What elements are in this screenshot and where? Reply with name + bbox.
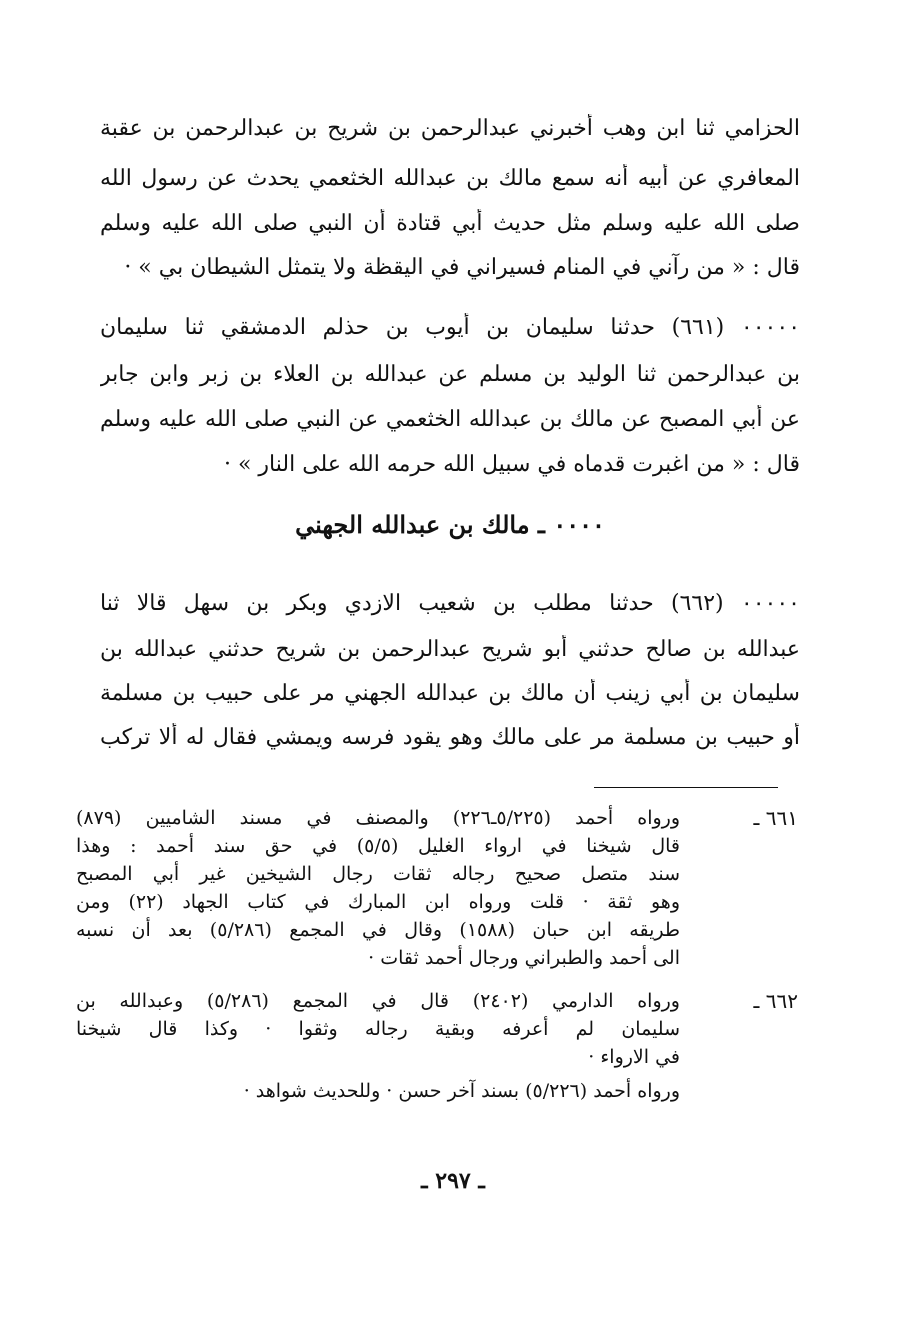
body-line: الحزامي ثنا ابن وهب أخبرني عبدالرحمن بن شريح بن عبدالرحمن بن عقبة bbox=[100, 116, 800, 141]
footnote-line: في الارواء · bbox=[588, 1046, 680, 1068]
footnote-line: سليمان لم أعرفه وبقية رجاله وثقوا · وكذا قال شيخنا bbox=[76, 1018, 680, 1040]
section-heading: ٠٠٠٠ ـ مالك بن عبدالله الجهني bbox=[295, 510, 605, 539]
footnote-line: سند متصل صحيح رجاله ثقات رجال الشيخين غير أبي المصبح bbox=[76, 863, 680, 885]
body-line: قال : « من رآني في المنام فسيراني في اليقظة ولا يتمثل الشيطان بي » · bbox=[124, 255, 800, 280]
body-line: أو حبيب بن مسلمة مر على مالك وهو يقود فرسه ويمشي فقال له ألا تركب bbox=[100, 725, 800, 750]
footnote-divider bbox=[594, 787, 778, 788]
body-line: المعافري عن أبيه أنه سمع مالك بن عبدالله الخثعمي يحدث عن رسول الله bbox=[100, 166, 800, 191]
footnote-line: ورواه الدارمي (٢٤٠٢) قال في المجمع (٥/٢٨٦) وعبدالله بن bbox=[76, 990, 680, 1012]
body-line: قال : « من اغبرت قدماه في سبيل الله حرمه الله على النار » · bbox=[223, 452, 800, 477]
footnote-line: طريقه ابن حبان (١٥٨٨) وقال في المجمع (٥/٢٨٦) بعد أن نسبه bbox=[76, 919, 680, 941]
body-line: سليمان بن أبي زينب أن مالك بن عبدالله الجهني مر على حبيب بن مسلمة bbox=[100, 681, 800, 706]
footnote-line: ورواه أحمد (٥/٢٢٦) بسند آخر حسن · وللحديث شواهد · bbox=[243, 1080, 680, 1102]
page-number: ـ ٢٩٧ ـ bbox=[421, 1168, 485, 1194]
footnote-number: ٦٦٢ ـ bbox=[753, 989, 798, 1013]
footnote-number: ٦٦١ ـ bbox=[753, 806, 798, 830]
body-line: عبدالله بن صالح حدثني أبو شريح عبدالرحمن بن شريح حدثني عبدالله بن bbox=[100, 637, 800, 662]
footnote-line: ورواه أحمد (٥/٢٢٥ـ٢٢٦) والمصنف في مسند الشاميين (٨٧٩) bbox=[76, 807, 680, 829]
footnote-line: وهو ثقة · قلت ورواه ابن المبارك في كتاب الجهاد (٢٢) ومن bbox=[76, 891, 680, 913]
footnote-line: الى أحمد والطبراني ورجال أحمد ثقات · bbox=[368, 947, 680, 969]
body-line: صلى الله عليه وسلم مثل حديث أبي قتادة أن النبي صلى الله عليه وسلم bbox=[100, 211, 800, 236]
body-line: بن عبدالرحمن ثنا الوليد بن مسلم عن عبدالله بن العلاء بن زبر وابن جابر bbox=[100, 362, 800, 387]
hadith-662-line: ٠٠٠٠٠ (٦٦٢) حدثنا مطلب بن شعيب الازدي وبكر بن سهل قالا ثنا bbox=[100, 591, 800, 616]
hadith-661-line: ٠٠٠٠٠ (٦٦١) حدثنا سليمان بن أيوب بن حذلم الدمشقي ثنا سليمان bbox=[100, 315, 800, 340]
body-line: عن أبي المصبح عن مالك بن عبدالله الخثعمي عن النبي صلى الله عليه وسلم bbox=[100, 407, 800, 432]
footnote-line: قال شيخنا في ارواء الغليل (٥/٥) في حق سند أحمد : وهذا bbox=[76, 835, 680, 857]
